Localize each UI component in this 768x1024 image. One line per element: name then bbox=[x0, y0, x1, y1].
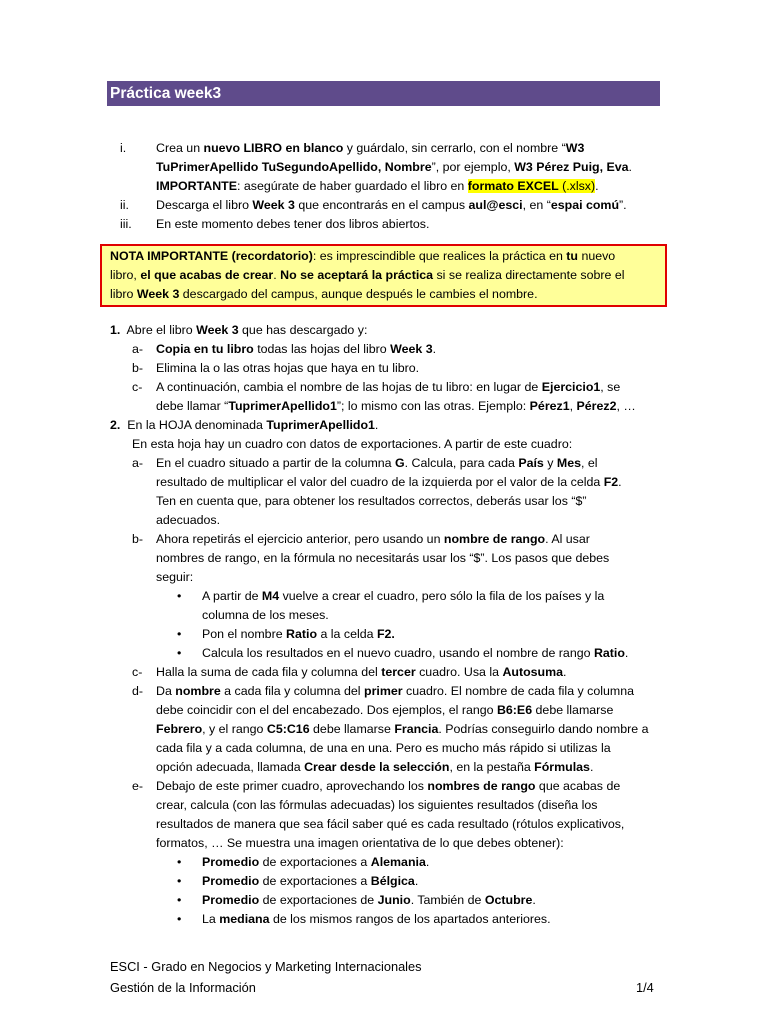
text-line: debe coincidir con el del encabezado. Dos ejemplos, el rango B6:E6 debe llamarse bbox=[156, 703, 614, 717]
text-line: 1. Abre el libro Week 3 que has descargado y: bbox=[110, 323, 368, 337]
text-line: Promedio de exportaciones a Bélgica. bbox=[202, 874, 419, 888]
text-line: debe llamar “TuprimerApellido1”; lo mismo con las otras. Ejemplo: Pérez1, Pérez2, … bbox=[156, 399, 636, 413]
text-line: • bbox=[177, 912, 182, 926]
footer-course: Gestión de la Información bbox=[110, 980, 256, 995]
text-line: columna de los meses. bbox=[202, 608, 329, 622]
footer-program: ESCI - Grado en Negocios y Marketing Internacionales bbox=[110, 959, 422, 974]
text-line: b- bbox=[132, 361, 144, 375]
text-line: Promedio de exportaciones de Junio. También de Octubre. bbox=[202, 893, 536, 907]
intro-step-text: En este momento debes tener dos libros abiertos. bbox=[156, 217, 430, 231]
text-line: Calcula los resultados en el nuevo cuadro, usando el nombre de rango Ratio. bbox=[202, 646, 629, 660]
text-line: b- bbox=[132, 532, 144, 546]
text-line: a- bbox=[132, 342, 144, 356]
text-line: Ahora repetirás el ejercicio anterior, pero usando un nombre de rango. Al usar bbox=[156, 532, 590, 546]
important-note-text bbox=[110, 247, 657, 304]
text-line: En esta hoja hay un cuadro con datos de exportaciones. A partir de este cuadro: bbox=[132, 437, 573, 451]
text-line: • bbox=[177, 893, 182, 907]
text-line: Promedio de exportaciones a Alemania. bbox=[202, 855, 430, 869]
text-line: Halla la suma de cada fila y columna del tercer cuadro. Usa la Autosuma. bbox=[156, 665, 567, 679]
text-line: crear, calcula (con las fórmulas adecuadas) los siguientes resultados (diseña los bbox=[156, 798, 598, 812]
text-line: Febrero, y el rango C5:C16 debe llamarse Francia. Podrías conseguirlo dando nombre a bbox=[156, 722, 649, 736]
intro-step-number: iii. bbox=[120, 217, 132, 231]
note-line: libro Week 3 descargado del campus, aunque después le cambies el nombre. bbox=[110, 287, 538, 301]
text-line: Copia en tu libro todas las hojas del libro Week 3. bbox=[156, 342, 437, 356]
text-line: Elimina la o las otras hojas que haya en tu libro. bbox=[156, 361, 420, 375]
text-line: La mediana de los mismos rangos de los apartados anteriores. bbox=[202, 912, 551, 926]
text-line: • bbox=[177, 855, 182, 869]
text-line: • bbox=[177, 589, 182, 603]
text-line: Pon el nombre Ratio a la celda F2. bbox=[202, 627, 395, 641]
text-line: Debajo de este primer cuadro, aprovechando los nombres de rango que acabas de bbox=[156, 779, 621, 793]
intro-step-number: ii. bbox=[120, 198, 129, 212]
text-line: e- bbox=[132, 779, 144, 793]
text-line: Ten en cuenta que, para obtener los resultados correctos, deberás usar los “$” bbox=[156, 494, 587, 508]
intro-step-number: i. bbox=[120, 141, 127, 155]
text-line: • bbox=[177, 646, 182, 660]
text-line: 2. En la HOJA denominada TuprimerApellido1. bbox=[110, 418, 379, 432]
text-line: opción adecuada, llamada Crear desde la selección, en la pestaña Fórmulas. bbox=[156, 760, 594, 774]
text-line: resultados de manera que sea fácil saber qué es cada resultado (rótulos explicativos, bbox=[156, 817, 625, 831]
text-line: formatos, … Se muestra una imagen orientativa de lo que debes obtener): bbox=[156, 836, 564, 850]
text-line: Da nombre a cada fila y columna del primer cuadro. El nombre de cada fila y columna bbox=[156, 684, 634, 698]
text-line: d- bbox=[132, 684, 144, 698]
text-line: a- bbox=[132, 456, 144, 470]
intro-step-text: Descarga el libro Week 3 que encontrarás en el campus aul@esci, en “espai comú”. bbox=[156, 198, 627, 212]
text-line: A partir de M4 vuelve a crear el cuadro, pero sólo la fila de los países y la bbox=[202, 589, 605, 603]
text-line: resultado de multiplicar el valor del cuadro de la izquierda por el valor de la celda F2. bbox=[156, 475, 622, 489]
important-note-box bbox=[100, 244, 667, 307]
footer-page-number: 1/4 bbox=[636, 980, 654, 995]
text-line: seguir: bbox=[156, 570, 194, 584]
note-line: NOTA IMPORTANTE (recordatorio): es imprescindible que realices la práctica en tu nuevo bbox=[110, 249, 616, 263]
text-line: c- bbox=[132, 380, 143, 394]
text-line: cada fila y a cada columna, de una en una. Pero es mucho más rápido si utilizas la bbox=[156, 741, 611, 755]
note-line: libro, el que acabas de crear. No se aceptará la práctica si se realiza directamente sobre el bbox=[110, 268, 625, 282]
text-line: • bbox=[177, 627, 182, 641]
intro-step-text: Crea un nuevo LIBRO en blanco y guárdalo, sin cerrarlo, con el nombre “W3 TuPrimerApellido TuSegundoApellido, Nombre”, por ejemplo, W3 Pérez Puig, Eva. IMPORTANTE: asegúrate de haber guardado el libro en formato EXCEL (.xlsx). bbox=[156, 141, 632, 193]
text-line: En el cuadro situado a partir de la columna G. Calcula, para cada País y Mes, el bbox=[156, 456, 598, 470]
text-line: adecuados. bbox=[156, 513, 221, 527]
text-line: • bbox=[177, 874, 182, 888]
text-line: A continuación, cambia el nombre de las hojas de tu libro: en lugar de Ejercicio1, se bbox=[156, 380, 621, 394]
text-line: nombres de rango, en la fórmula no necesitarás usar los “$”. Los pasos que debes bbox=[156, 551, 610, 565]
text-line: c- bbox=[132, 665, 143, 679]
page-title: Práctica week3 bbox=[107, 81, 660, 106]
